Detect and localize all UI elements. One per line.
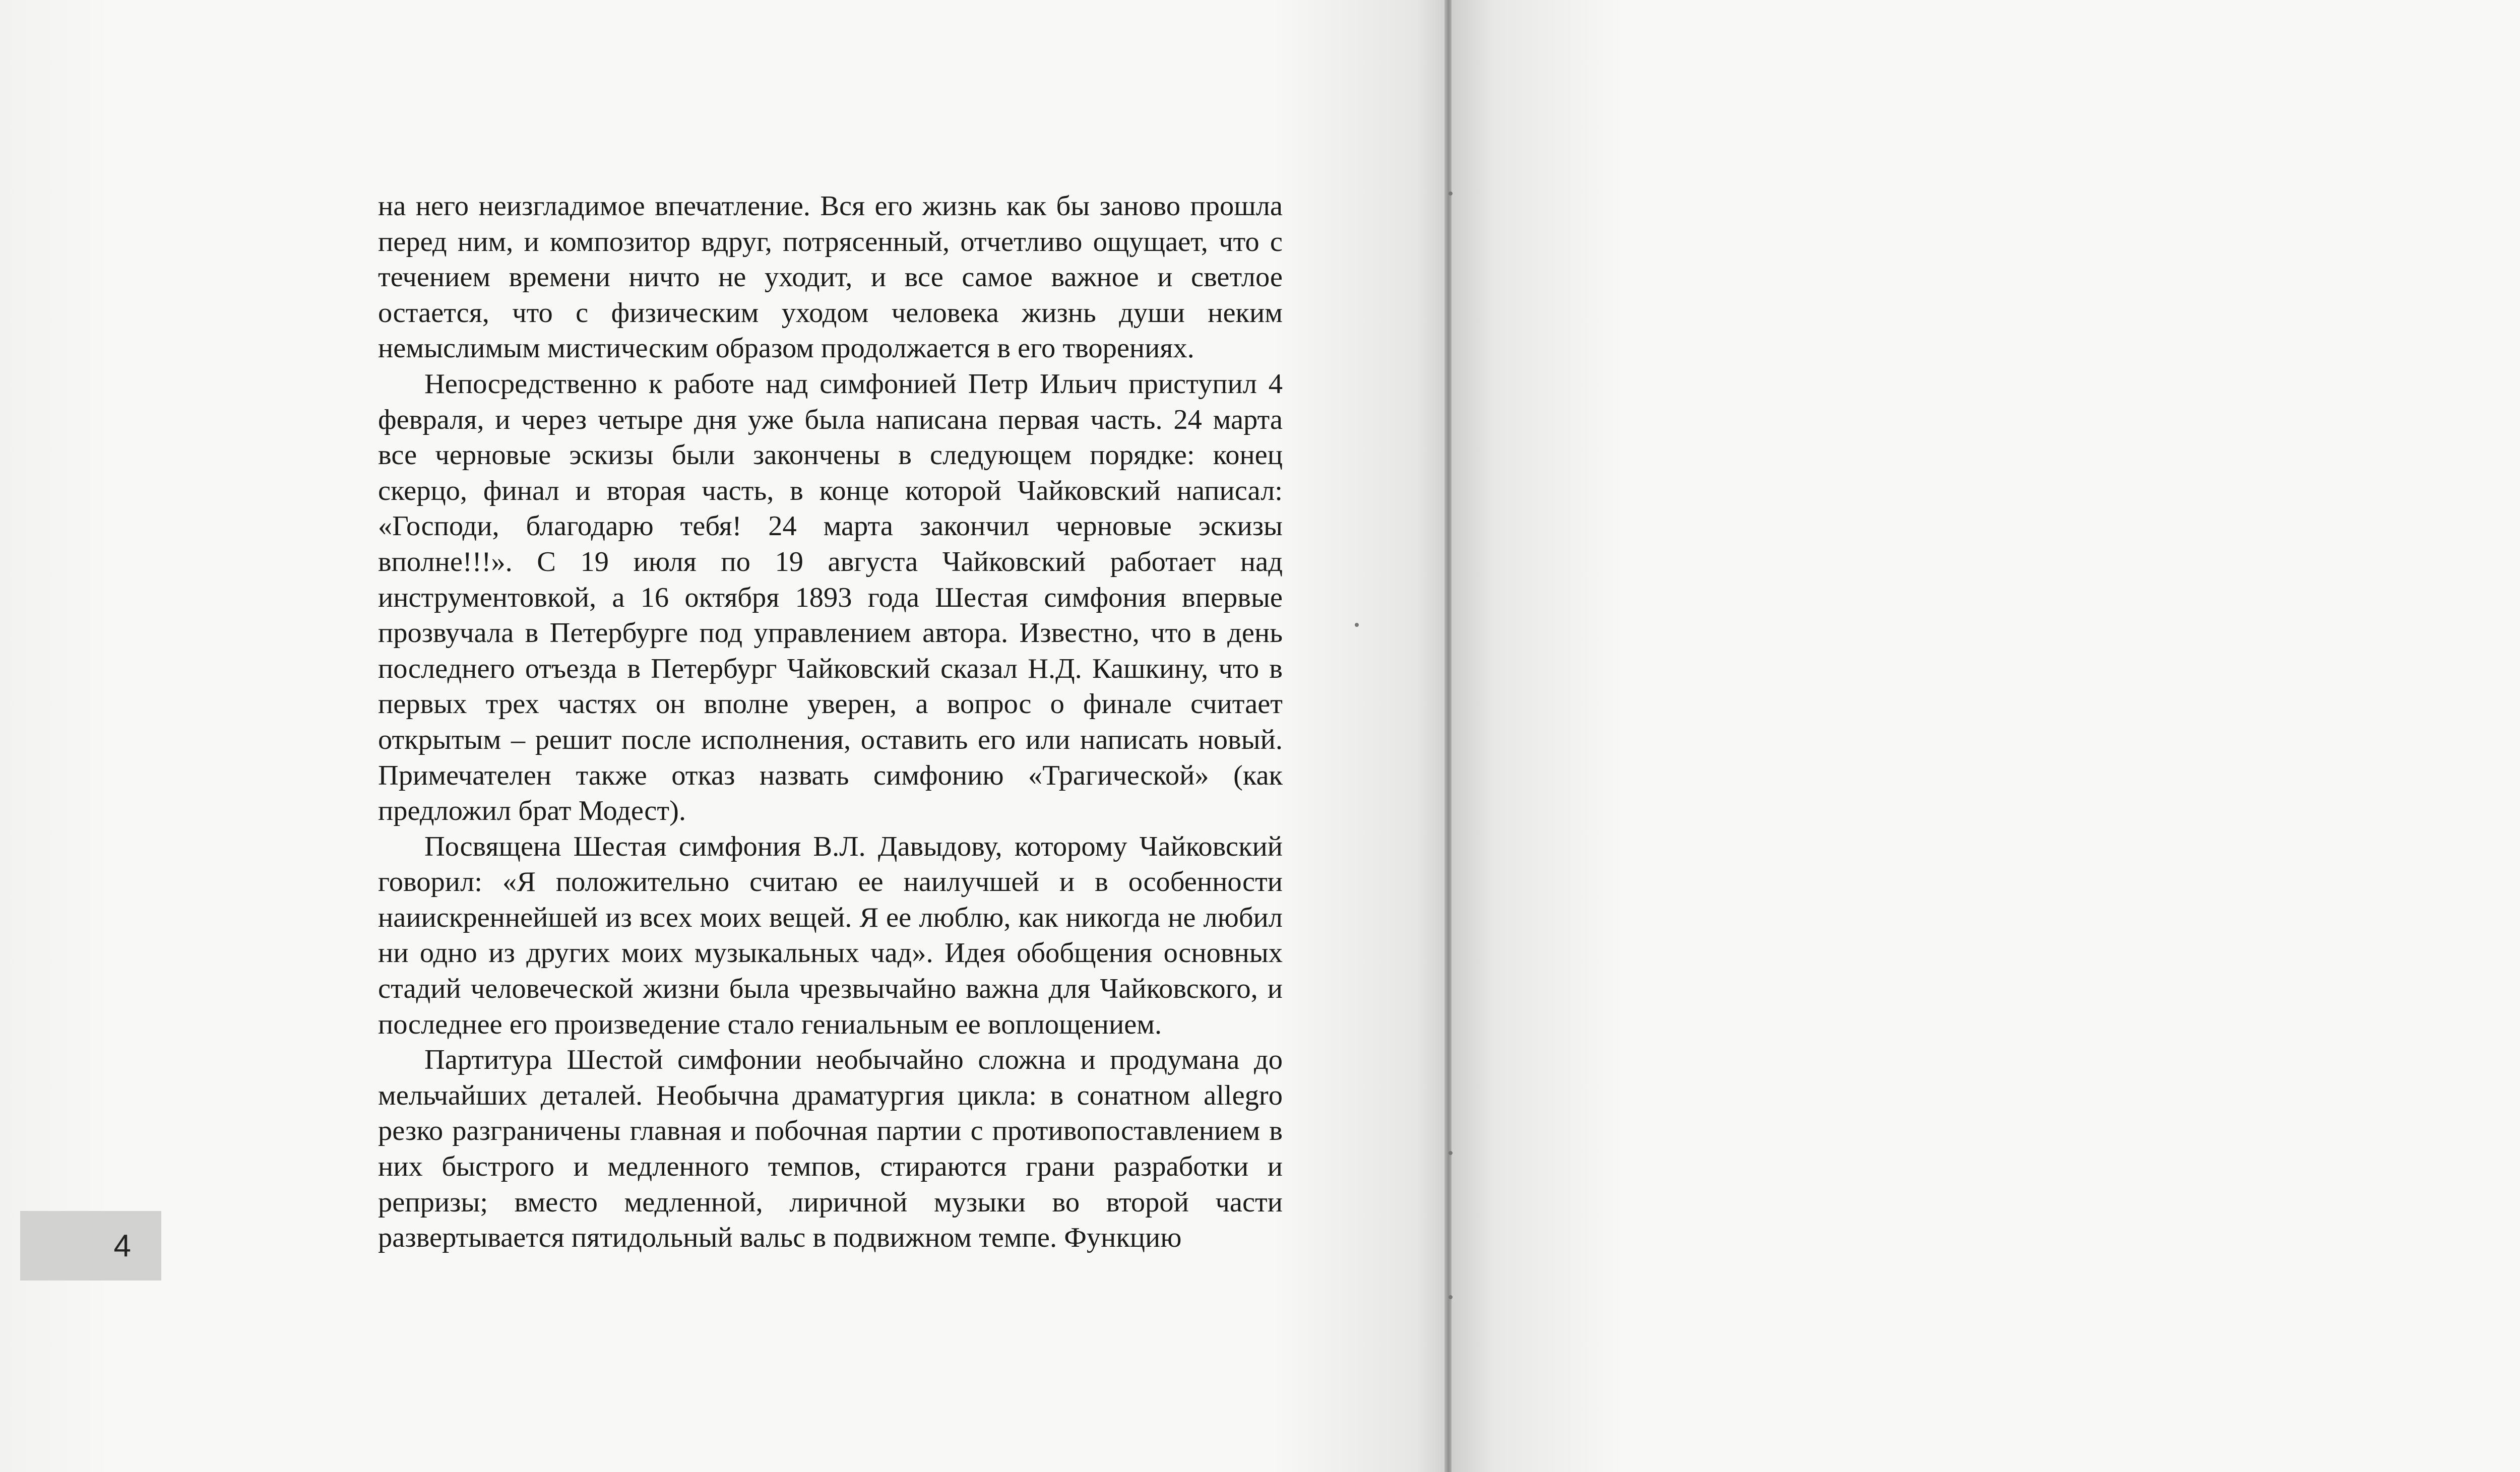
- page-number-tab-left: [20, 1211, 161, 1281]
- left-text-column: [378, 188, 1283, 1256]
- left-paragraph-1: на него неизгладимое впечатление. Вся его жизнь как бы заново прошла перед ним, и композитор вдруг, потрясенный, отчетливо ощущает, что с течением времени ничто не уходит, и все самое важное и светлое остается, что с физическим уходом человека жизнь души неким немыслимым мистическим образом продолжается в его творениях.: [378, 190, 1283, 364]
- right-page: [1452, 0, 2520, 1472]
- left-paragraph-3: Посвящена Шестая симфония В.Л. Давыдову, которому Чайковский говорил: «Я положительно считаю ее наилучшей и в особенности наиискреннейшей из всех моих вещей. Я ее люблю, как никогда не любил ни одно из других моих музыкальных чад». Идея обобщения основных стадий человеческой жизни была чрезвычайно важна для Чайковского, и последнее его произведение стало гениальным ее воплощением.: [378, 830, 1283, 1040]
- page-number-left: 4: [113, 1228, 131, 1263]
- left-paragraph-2: Непосредственно к работе над симфонией Петр Ильич приступил 4 февраля, и через четыре дня уже была написана первая часть. 24 марта все черновые эскизы были закончены в следующем порядке: конец скерцо, финал и вторая часть, в конце которой Чайковский написал: «Господи, благодарю тебя! 24 марта закончил черновые эскизы вполне!!!». С 19 июля по 19 августа Чайковский работает над инструментовкой, а 16 октября 1893 года Шестая симфония впервые прозвучала в Петербурге под управлением автора. Известно, что в день последнего отъезда в Петербург Чайковский сказал Н.Д. Кашкину, что в первых трех частях он вполне уверен, а вопрос о финале считает открытым – решит после исполнения, оставить его или написать новый. Примечателен также отказ назвать симфонию «Трагической» (как предложил брат Модест).: [378, 368, 1283, 827]
- left-paragraph-4: Партитура Шестой симфонии необычайно сложна и продумана до мельчайших деталей. Необычна драматургия цикла: в сонатном allegro резко разграничены главная и побочная партии с противопоставлением в них быстрого и медленного темпов, стираются грани разработки и репризы; вместо медленной, лиричной музыки во второй части развертывается пятидольный вальс в подвижном темпе. Функцию: [378, 1044, 1283, 1254]
- binding-mark: [1448, 191, 1453, 196]
- binding-mark: [1448, 1295, 1453, 1299]
- binding-mark: [1448, 1151, 1453, 1155]
- binding-mark: [1355, 623, 1359, 627]
